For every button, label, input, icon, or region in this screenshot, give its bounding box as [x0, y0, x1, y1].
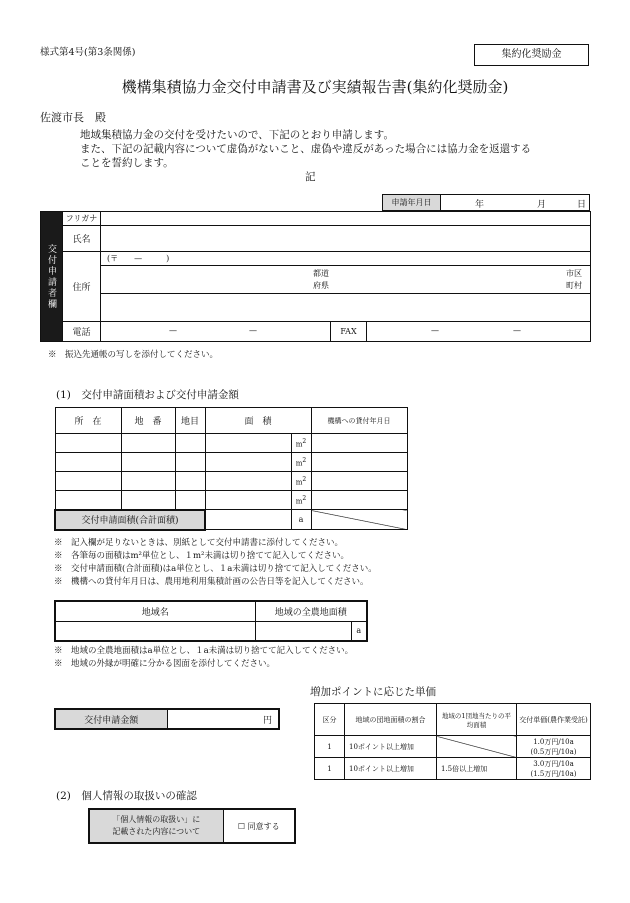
row2-price: 3.0万円/10a (1.5万円/10a) [517, 758, 591, 780]
table-row [55, 491, 407, 510]
consent-agree-label: 同意する [247, 821, 280, 831]
cell-area[interactable] [205, 434, 291, 453]
badge-label: 集約化奨励金 [501, 49, 562, 60]
cell-lot[interactable] [121, 491, 175, 510]
phone-label: 電話 [63, 322, 101, 342]
consent-checkbox[interactable]: ☐ [237, 821, 246, 831]
header-lot: 地 番 [121, 408, 175, 434]
unit-m2: $m^2$ [291, 453, 311, 472]
consent-label: 「個人情報の取扱い」に 記載された内容について [89, 809, 223, 843]
choson-label: 町村 [566, 281, 583, 290]
table-row [55, 434, 407, 453]
unit-a: a [291, 510, 311, 530]
consent-table [88, 808, 296, 844]
amount-field[interactable] [167, 709, 279, 729]
address-label: 住所 [63, 252, 101, 322]
amount-table [54, 708, 280, 730]
badge-box [474, 44, 589, 66]
header-lease-date: 機構への貸付年月日 [311, 408, 407, 434]
cell-lot[interactable] [121, 472, 175, 491]
section1-note-3: ※ 交付申請面積(合計面積)はa単位とし、１a未満は切り捨てて記入してください。 [54, 564, 377, 574]
furigana-label: フリガナ [63, 212, 101, 226]
amount-label: 交付申請金額 [55, 709, 167, 729]
section1-note-2: ※ 各筆毎の面積はm²単位とし、１m²未満は切り捨てて記入してください。 [54, 551, 349, 561]
form-number: 様式第4号(第3条関係) [40, 47, 136, 58]
table-row [315, 758, 591, 780]
fax-dash-2: — [513, 326, 521, 335]
cell-area[interactable] [205, 453, 291, 472]
page-title: 機構集積協力金交付申請書及び実績報告書(集約化奨励金) [121, 78, 509, 96]
cell-lot[interactable] [121, 434, 175, 453]
cell-lot[interactable] [121, 453, 175, 472]
date-label: 申請年月日 [383, 195, 441, 211]
cell-location[interactable] [55, 434, 121, 453]
region-note-1: ※ 地域の全農地面積はa単位とし、１a未満は切り捨てて記入してください。 [54, 646, 354, 656]
address-field[interactable] [101, 266, 591, 294]
applicant-note: ※ 振込先通帳の写しを添付してください。 [48, 350, 219, 360]
cell-lease-date[interactable] [311, 472, 407, 491]
consent-cell [223, 809, 295, 843]
region-name-field[interactable] [55, 621, 255, 641]
postal-field[interactable]: (〒 — ) [101, 252, 591, 266]
row1-category: 1 [315, 736, 345, 758]
phone-dash-1: — [169, 326, 177, 335]
row2-ratio: 10ポイント以上増加 [345, 758, 437, 780]
section2-title: (2) 個人情報の取扱いの確認 [56, 790, 197, 802]
table-row [55, 453, 407, 472]
cell-land-type[interactable] [175, 491, 205, 510]
table-row [55, 472, 407, 491]
header-category: 区分 [315, 704, 345, 736]
address-line-2-field[interactable] [101, 294, 591, 322]
header-avg-area: 地域の1団地当たりの平均面積 [437, 704, 517, 736]
date-field[interactable] [441, 195, 590, 211]
diagonal-cell [311, 510, 407, 530]
row1-price: 1.0万円/10a (0.5万円/10a) [517, 736, 591, 758]
name-label: 氏名 [63, 226, 101, 252]
region-table [54, 600, 368, 642]
header-land-type: 地目 [175, 408, 205, 434]
cell-lease-date[interactable] [311, 491, 407, 510]
addressee: 佐渡市長 殿 [40, 111, 106, 124]
unit-m2: $m^2$ [291, 434, 311, 453]
unit-m2: $m^2$ [291, 491, 311, 510]
fax-label: FAX [331, 322, 367, 342]
region-area-field[interactable] [255, 621, 351, 641]
amount-unit: 円 [262, 715, 272, 726]
cell-location[interactable] [55, 453, 121, 472]
cell-area[interactable] [205, 472, 291, 491]
row2-avg-area: 1.5倍以上増加 [437, 758, 517, 780]
shiku-label: 市区 [566, 269, 583, 278]
intro-line-1: 地域集積協力金の交付を受けたいので、下記のとおり申請します。 [80, 129, 394, 141]
region-area-header: 地域の全農地面積 [255, 601, 367, 621]
todo-label: 都道 [313, 269, 329, 278]
fax-field[interactable] [367, 322, 591, 342]
unit-price-table [314, 703, 591, 780]
cell-lease-date[interactable] [311, 453, 407, 472]
region-name-header: 地域名 [55, 601, 255, 621]
furigana-field[interactable] [101, 212, 591, 226]
intro-line-2: また、下記の記載内容について虚偽がないこと、虚偽や違反があった場合には協力金を返還する [80, 143, 532, 155]
area-table [54, 407, 408, 531]
intro-line-3: ことを誓約します。 [80, 157, 174, 169]
header-location: 所 在 [55, 408, 121, 434]
row2-category: 1 [315, 758, 345, 780]
row1-ratio: 10ポイント以上増加 [345, 736, 437, 758]
year-label: 年 [475, 200, 485, 210]
phone-dash-2: — [249, 326, 257, 335]
ki-label: 記 [305, 171, 316, 183]
cell-location[interactable] [55, 472, 121, 491]
section1-title: (1) 交付申請面積および交付申請金額 [56, 389, 239, 401]
total-area-field[interactable] [205, 510, 291, 530]
cell-lease-date[interactable] [311, 434, 407, 453]
applicant-side-label: 交付申請者欄 [41, 212, 63, 342]
header-unit-price: 交付単価(農作業受託) [517, 704, 591, 736]
section1-note-4: ※ 機構への貸付年月日は、農用地利用集積計画の公告日等を記入してください。 [54, 577, 369, 587]
total-area-label: 交付申請面積(合計面積) [55, 510, 205, 530]
day-label: 日 [577, 200, 587, 210]
phone-field[interactable] [101, 322, 331, 342]
row1-diagonal [437, 736, 517, 758]
table-row [315, 736, 591, 758]
region-note-2: ※ 地域の外縁が明確に分かる図面を添付してください。 [54, 659, 276, 669]
section1-note-1: ※ 記入欄が足りないときは、別紙として交付申請書に添付してください。 [54, 538, 344, 548]
cell-land-type[interactable] [175, 472, 205, 491]
header-area: 面 積 [205, 408, 311, 434]
fuken-label: 府県 [313, 281, 329, 290]
region-unit-a: a [351, 621, 367, 641]
cell-land-type[interactable] [175, 434, 205, 453]
date-table [382, 194, 590, 211]
unit-m2: $m^2$ [291, 472, 311, 491]
cell-location[interactable] [55, 491, 121, 510]
applicant-table [40, 211, 591, 342]
fax-dash-1: — [431, 326, 439, 335]
name-field[interactable] [101, 226, 591, 252]
month-label: 月 [537, 200, 547, 210]
unit-price-title: 増加ポイントに応じた単価 [310, 686, 436, 698]
header-block-ratio: 地域の団地面積の割合 [345, 704, 437, 736]
cell-land-type[interactable] [175, 453, 205, 472]
cell-area[interactable] [205, 491, 291, 510]
